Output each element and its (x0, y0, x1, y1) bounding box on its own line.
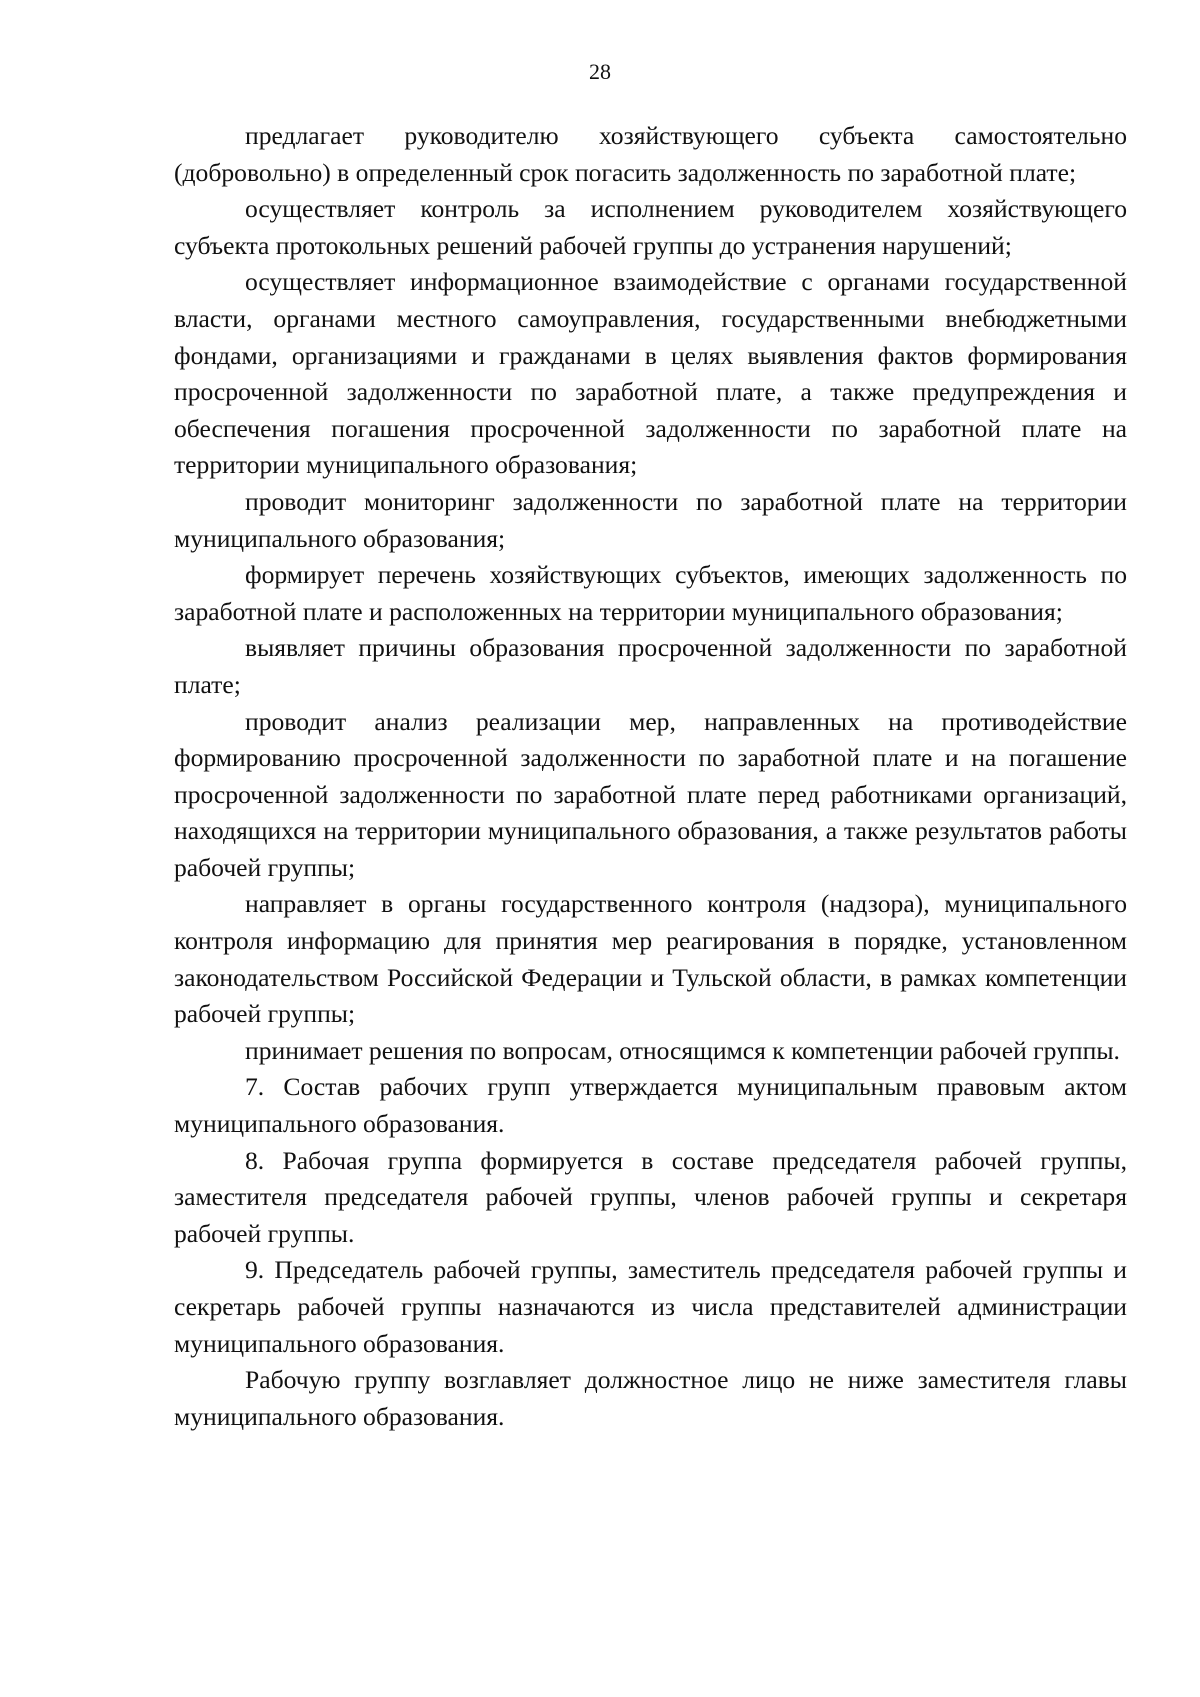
document-body (174, 118, 1127, 1435)
paragraph-item-8: 8. Рабочая группа формируется в составе председателя рабочей группы, заместителя председателя рабочей группы, членов рабочей группы и секретаря рабочей группы. (174, 1145, 1127, 1248)
paragraph-item-9: 9. Председатель рабочей группы, заместитель председателя рабочей группы и секретарь рабочей группы назначаются из числа представителей администрации муниципального образования. (174, 1255, 1127, 1358)
paragraph-item-7: 7. Состав рабочих групп утверждается муниципальным правовым актом муниципального образования. (174, 1072, 1127, 1139)
paragraph-referral: направляет в органы государственного контроля (надзора), муниципального контроля информацию для принятия мер реагирования в порядке, установленном законодательством Российской Федерации и Тульской области, в рамках компетенции рабочей группы; (174, 889, 1127, 1029)
paragraph-analysis: проводит анализ реализации мер, направленных на противодействие формированию просроченной задолженности по заработной плате и на погашение просроченной задолженности по заработной плате перед работниками организаций, находящихся на территории муниципального образования, а также результатов работы рабочей группы; (174, 706, 1127, 882)
page-number: 28 (589, 59, 611, 84)
paragraph-entity-list: формирует перечень хозяйствующих субъектов, имеющих задолженность по заработной плате и расположенных на территории муниципального образования; (174, 560, 1127, 626)
paragraph-decisions: принимает решения по вопросам, относящимся к компетенции рабочей группы. (245, 1035, 1120, 1065)
paragraph-control-execution: осуществляет контроль за исполнением руководителем хозяйствующего субъекта протокольных решений рабочей группы до устранения нарушений; (174, 194, 1127, 260)
paragraph-information-interaction: осуществляет информационное взаимодействие с органами государственной власти, органами местного самоуправления, государственными внебюджетными фондами, организациями и гражданами в целях выявления фактов формирования просроченной задолженности по заработной плате, а также предупреждения и обеспечения погашения просроченной задолженности по заработной плате на территории муниципального образования; (174, 267, 1127, 480)
paragraph-offer-repayment: предлагает руководителю хозяйствующего субъекта самостоятельно (добровольно) в определенный срок погасить задолженность по заработной плате; (174, 121, 1127, 187)
paragraph-causes: выявляет причины образования просроченной задолженности по заработной плате; (174, 633, 1127, 699)
paragraph-head: Рабочую группу возглавляет должностное лицо не ниже заместителя главы муниципального образования. (174, 1365, 1127, 1431)
paragraph-monitoring: проводит мониторинг задолженности по заработной плате на территории муниципального образования; (174, 486, 1127, 553)
